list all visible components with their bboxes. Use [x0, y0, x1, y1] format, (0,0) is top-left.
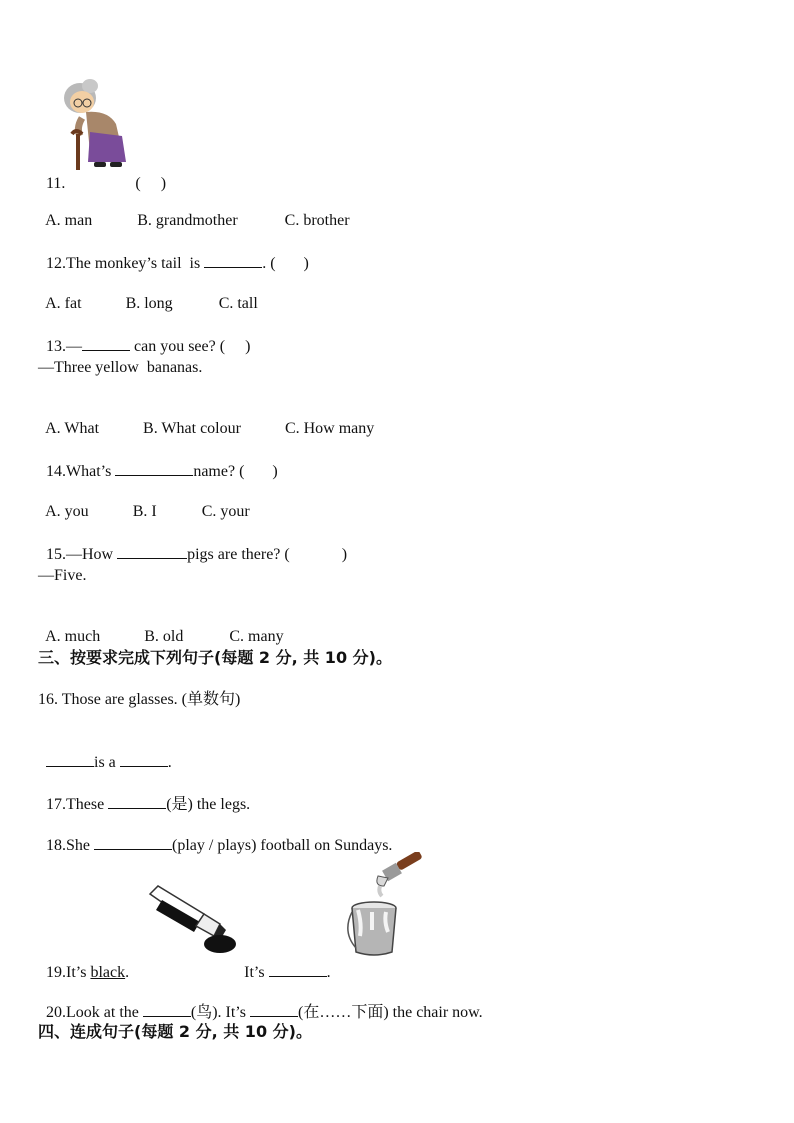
- question-13: 13.— can you see? ( ): [46, 338, 251, 355]
- question-14: 14.What’s name? ( ): [46, 463, 278, 480]
- section-3-heading: 三、按要求完成下列句子(每题 2 分, 共 10 分)。: [38, 648, 392, 667]
- section-4-heading: 四、连成句子(每题 2 分, 共 10 分)。: [38, 1022, 312, 1041]
- question-12: 12.The monkey’s tail is . ( ): [46, 255, 309, 272]
- q13-answer-line: —Three yellow bananas.: [38, 359, 203, 376]
- q11-options: [38, 191, 350, 231]
- q11-answer-paren: ( ): [135, 175, 167, 192]
- answer-blank[interactable]: [94, 835, 172, 850]
- question-15: 15.—How pigs are there? ( ): [46, 546, 348, 563]
- question-18: 18.She (play / plays) football on Sundays.: [46, 837, 393, 854]
- question-17: 17.These (是) the legs.: [46, 796, 251, 813]
- question-11: [38, 154, 166, 194]
- q15-options: [38, 607, 284, 647]
- answer-blank[interactable]: [117, 544, 187, 559]
- q12-options: [38, 274, 258, 314]
- answer-blank[interactable]: [108, 794, 166, 809]
- q12-option-b: B. long: [125, 295, 173, 312]
- q11-number: 11.: [46, 175, 66, 192]
- q12-option-c: C. tall: [218, 295, 258, 312]
- q14-option-a: A. you: [45, 503, 89, 520]
- q11-option-a: A. man: [45, 212, 93, 229]
- answer-blank[interactable]: [82, 336, 130, 351]
- answer-blank[interactable]: [115, 461, 193, 476]
- q15-option-b: B. old: [144, 628, 184, 645]
- q15-answer-line: —Five.: [38, 567, 87, 584]
- q14-options: [38, 482, 250, 522]
- answer-blank[interactable]: [269, 962, 327, 977]
- q13-option-c: C. How many: [284, 420, 375, 437]
- question-16: 16. Those are glasses. (单数句): [38, 691, 241, 708]
- q14-option-b: B. I: [132, 503, 157, 520]
- q19-underlined-word: black: [90, 964, 126, 981]
- q16-answer-line: is a .: [38, 732, 172, 773]
- paint-bucket-illustration: [344, 852, 428, 958]
- question-19: 19.It’s black. It’s .: [46, 964, 331, 981]
- question-20: 20.Look at the (鸟). It’s (在……下面) the chair now.: [46, 1004, 483, 1021]
- q11-option-b: B. grandmother: [137, 212, 238, 229]
- q12-option-a: A. fat: [45, 295, 82, 312]
- answer-blank[interactable]: [46, 752, 94, 767]
- q13-option-a: A. What: [45, 420, 100, 437]
- answer-blank[interactable]: [204, 253, 262, 268]
- answer-blank[interactable]: [250, 1002, 298, 1017]
- q15-option-a: A. much: [45, 628, 101, 645]
- q14-option-c: C. your: [201, 503, 250, 520]
- q13-options: [38, 399, 374, 439]
- q11-option-c: C. brother: [284, 212, 350, 229]
- q15-option-c: C. many: [229, 628, 284, 645]
- answer-blank[interactable]: [143, 1002, 191, 1017]
- answer-blank[interactable]: [120, 752, 168, 767]
- q13-option-b: B. What colour: [143, 420, 241, 437]
